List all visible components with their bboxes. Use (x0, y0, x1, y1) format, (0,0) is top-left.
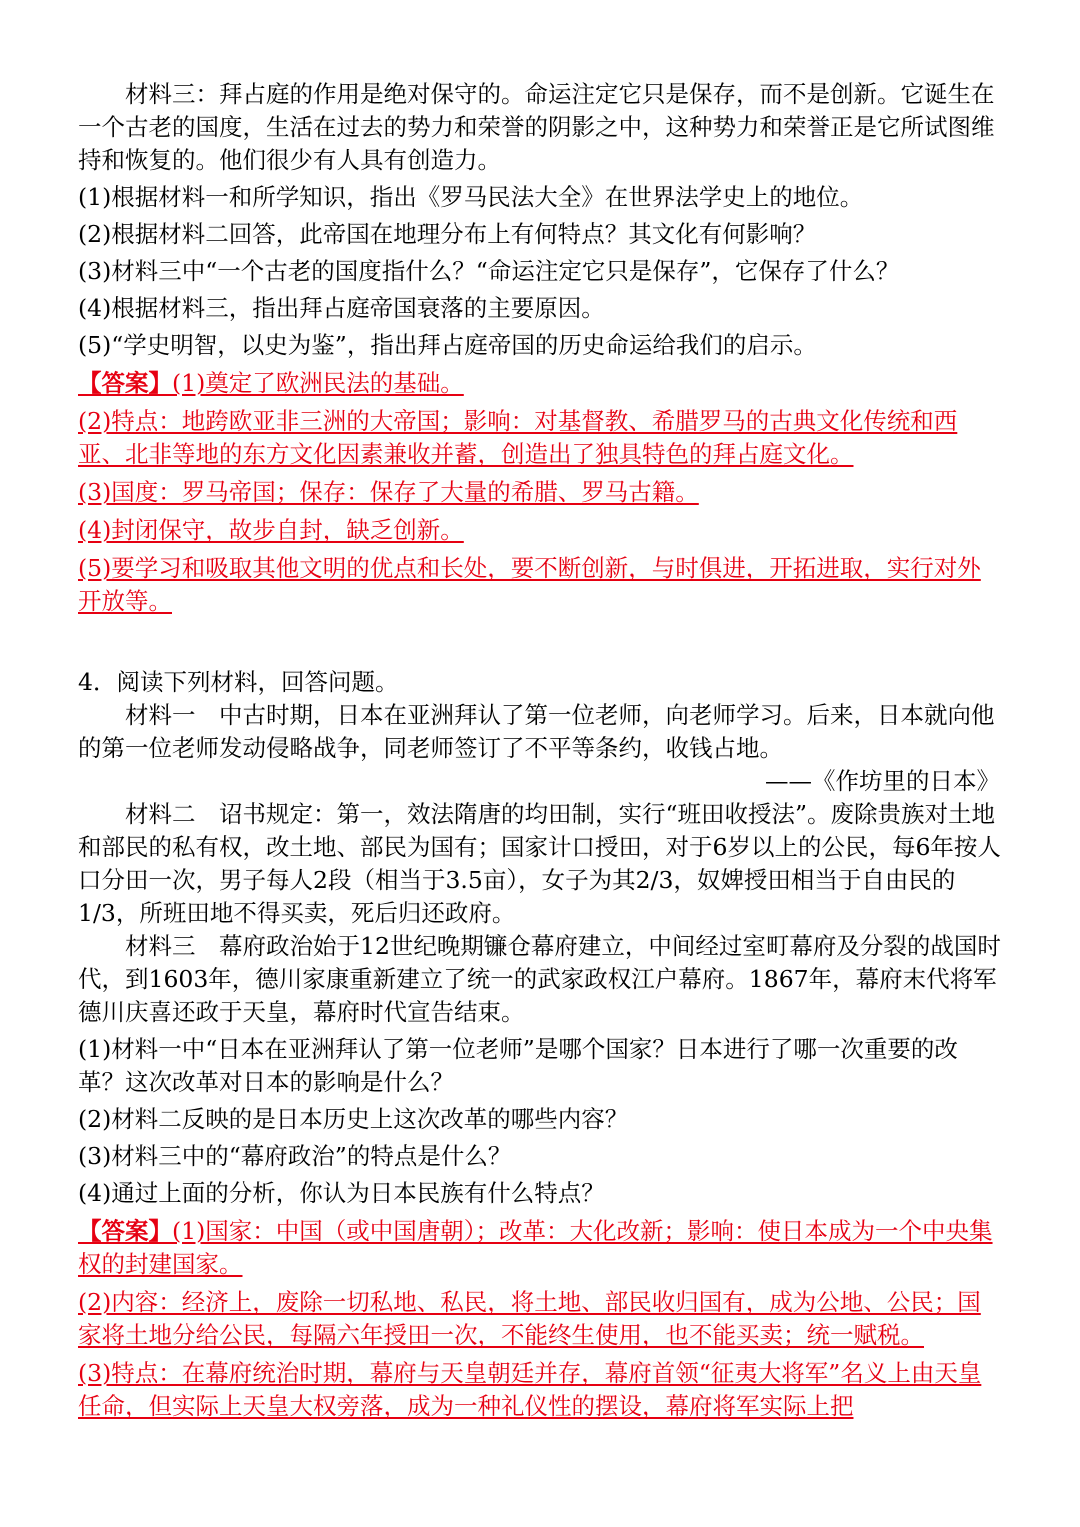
answer-tag: 【答案】 (78, 369, 172, 397)
q4-question-1: (1)材料一中“日本在亚洲拜认了第一位老师”是哪个国家？日本进行了哪一次重要的改革？这次改革对日本的影响是什么？ (78, 1035, 958, 1096)
question-1: (1)根据材料一和所学知识，指出《罗马民法大全》在世界法学史上的地位。 (78, 183, 864, 211)
q4-answer-1 (78, 1215, 1002, 1281)
section-gap (78, 618, 1002, 662)
q4-material-1-source: ——《作坊里的日本》 (765, 767, 1000, 795)
answer-5: (5)要学习和吸取其他文明的优点和长处，要不断创新，与时俱进，开拓进取，实行对外开放等。 (78, 554, 981, 615)
question-4: (4)根据材料三，指出拜占庭帝国衰落的主要原因。 (78, 294, 605, 322)
q4-answer-2: (2)内容：经济上，废除一切私地、私民，将土地、部民收归国有，成为公地、公民；国家将土地分给公民，每隔六年授田一次，不能终生使用，也不能买卖；统一赋税。 (78, 1288, 981, 1349)
question-5: (5)“学史明智，以史为鉴”，指出拜占庭帝国的历史命运给我们的启示。 (78, 331, 817, 359)
question-4-heading: 4．阅读下列材料，回答问题。 (78, 668, 399, 696)
material-3-text: 材料三：拜占庭的作用是绝对保守的。命运注定它只是保存，而不是创新。它诞生在一个古老的国度，生活在过去的势力和荣誉的阴影之中，这种势力和荣誉正是它所试图维持和恢复的。他们很少有人具有创造力。 (78, 80, 995, 174)
q4-material-1: 材料一 中古时期，日本在亚洲拜认了第一位老师，向老师学习。后来，日本就向他的第一位老师发动侵略战争，同老师签订了不平等条约，收钱占地。 (78, 701, 995, 762)
answer-1-text: (1)奠定了欧洲民法的基础。 (172, 369, 464, 397)
answer-4: (4)封闭保守，故步自封，缺乏创新。 (78, 516, 464, 544)
q4-question-4: (4)通过上面的分析，你认为日本民族有什么特点？ (78, 1179, 605, 1207)
question-2: (2)根据材料二回答，此帝国在地理分布上有何特点？其文化有何影响？ (78, 220, 817, 248)
q4-question-2: (2)材料二反映的是日本历史上这次改革的哪些内容？ (78, 1105, 629, 1133)
q4-answer-tag: 【答案】 (78, 1217, 172, 1245)
q4-material-2: 材料二 诏书规定：第一，效法隋唐的均田制，实行“班田收授法”。废除贵族对土地和部民的私有权，改土地、部民为国有；国家计口授田，对于6岁以上的公民，每6年按人口分田一次，男子每人2段（相当于3.5亩），女子为其2/3，奴婢授田相当于自由民的1/3，所班田地不得买卖，死后归还政府。 (78, 800, 1001, 927)
q4-answer-1-text: (1)国家：中国（或中国唐朝）；改革：大化改新；影响：使日本成为一个中央集权的封建国家。 (78, 1217, 993, 1278)
answer-2: (2)特点：地跨欧亚非三洲的大帝国；影响：对基督教、希腊罗马的古典文化传统和西亚、北非等地的东方文化因素兼收并蓄，创造出了独具特色的拜占庭文化。 (78, 407, 958, 468)
answer-1 (78, 367, 1002, 400)
question-3: (3)材料三中“一个古老的国度指什么？“命运注定它只是保存”，它保存了什么？ (78, 257, 900, 285)
answer-3: (3)国度：罗马帝国；保存：保存了大量的希腊、罗马古籍。 (78, 478, 699, 506)
q4-material-3: 材料三 幕府政治始于12世纪晚期镰仓幕府建立，中间经过室町幕府及分裂的战国时代，到1603年，德川家康重新建立了统一的武家政权江户幕府。1867年，幕府末代将军德川庆喜还政于天皇，幕府时代宣告结束。 (78, 932, 1001, 1026)
q4-answer-3: (3)特点：在幕府统治时期，幕府与天皇朝廷并存，幕府首领“征夷大将军”名义上由天皇任命，但实际上天皇大权旁落，成为一种礼仪性的摆设，幕府将军实际上把 (78, 1359, 982, 1420)
q4-question-3: (3)材料三中的“幕府政治”的特点是什么？ (78, 1142, 512, 1170)
